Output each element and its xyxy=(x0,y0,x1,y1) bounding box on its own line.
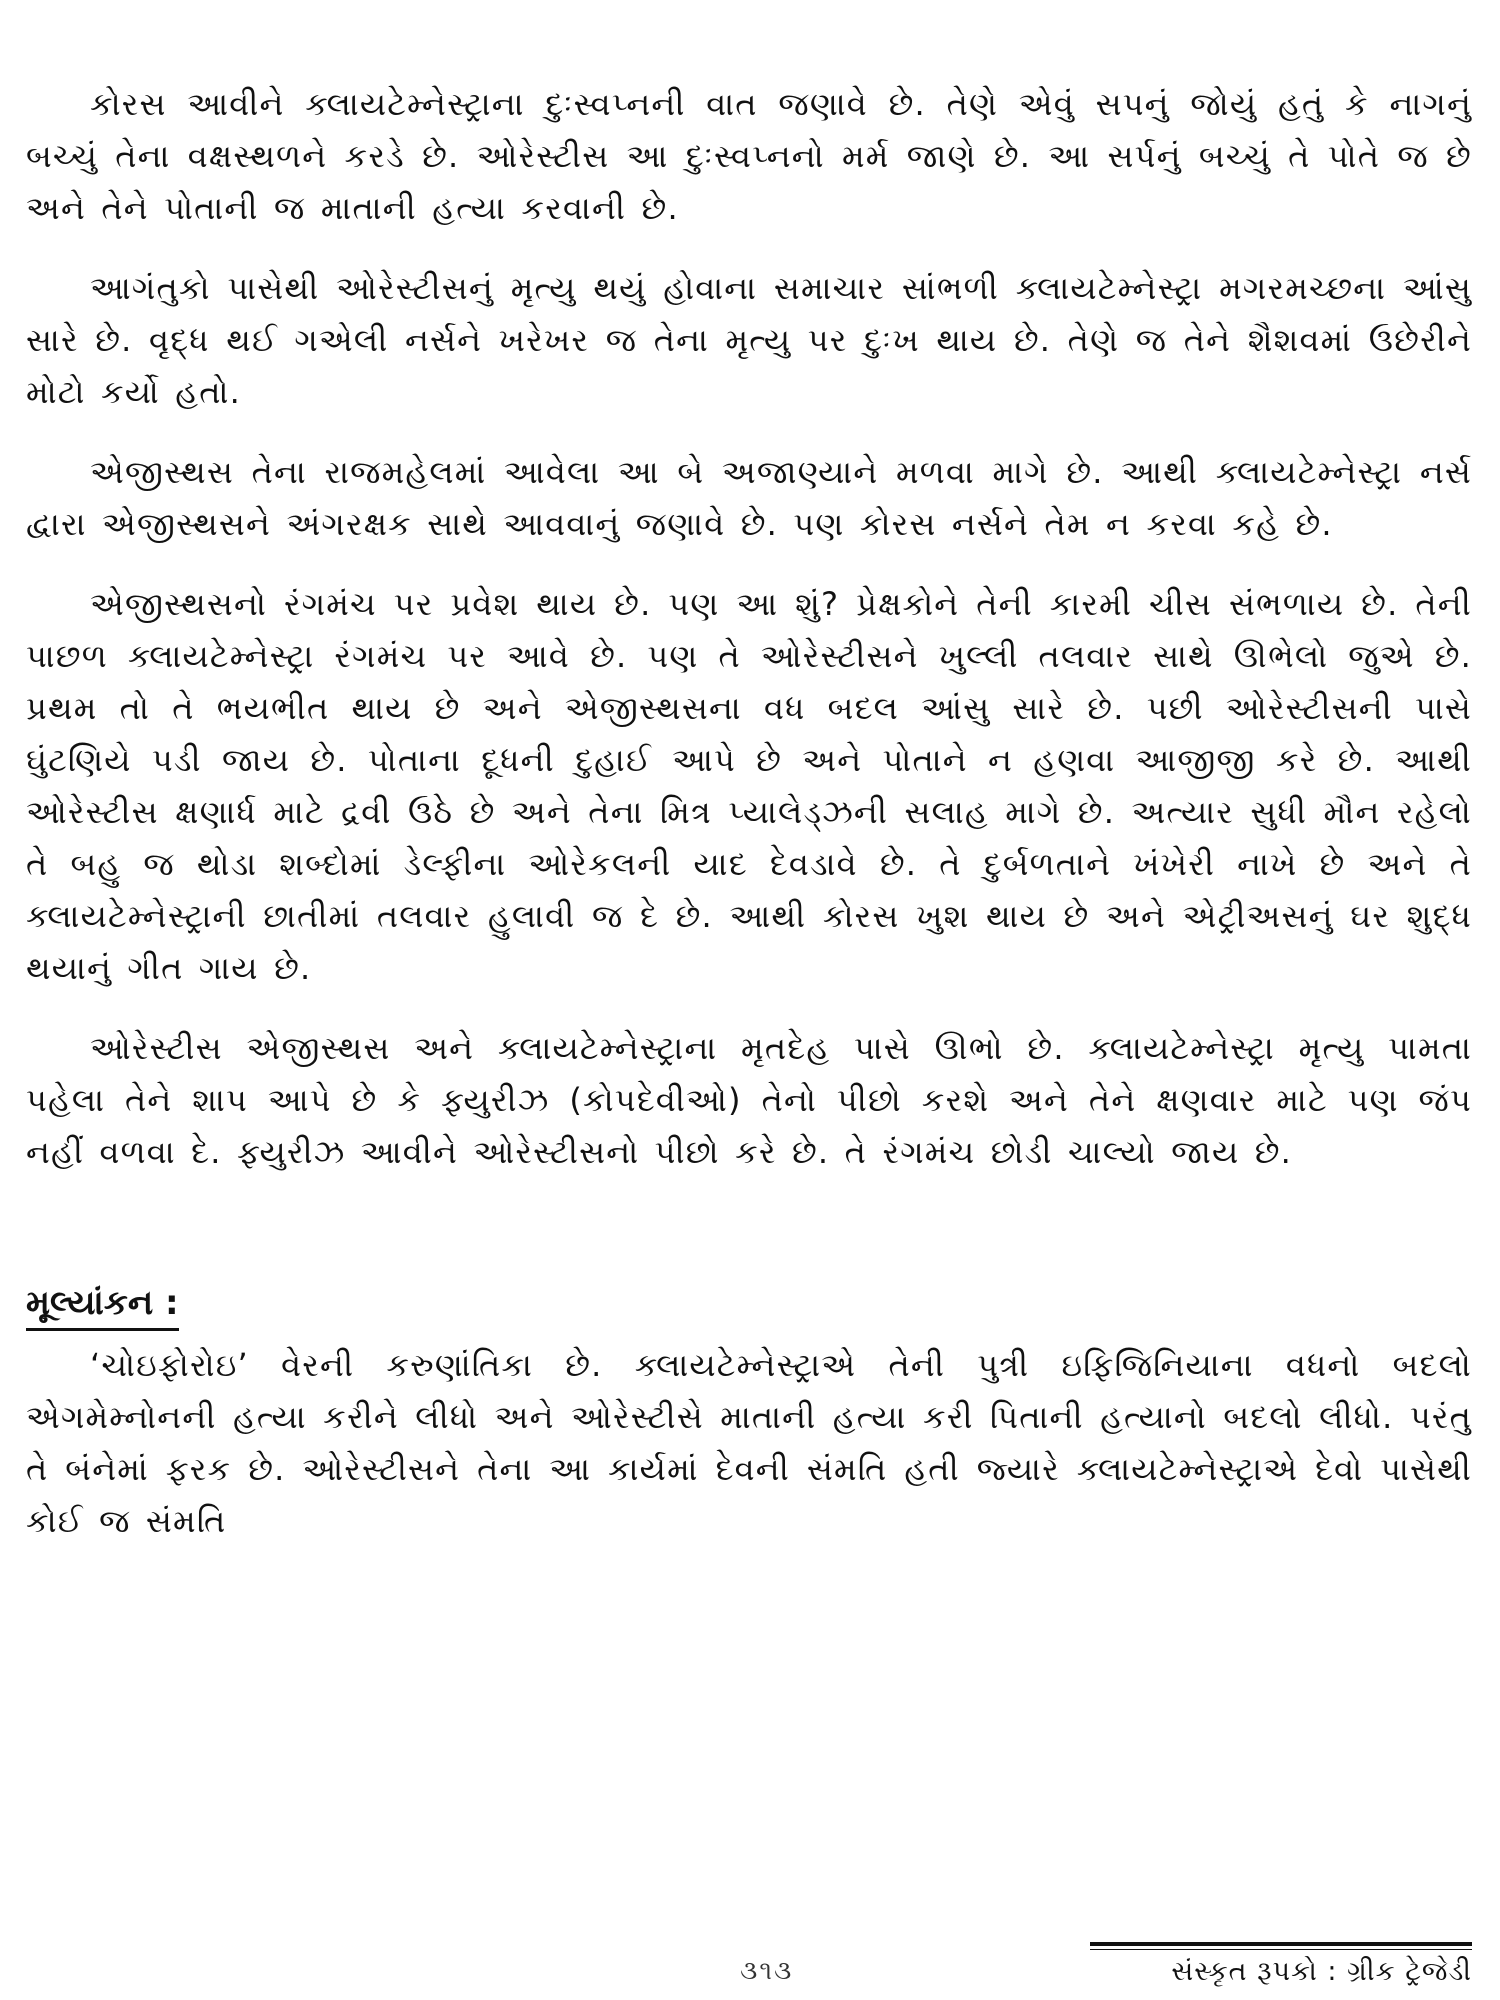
paragraph-4: એજીસ્થસનો રંગમંચ પર પ્રવેશ થાય છે. પણ આ શું? પ્રેક્ષકોને તેની કારમી ચીસ સંભળાય છે. તેની પાછળ ક્લાયટેમ્નેસ્ટ્રા રંગમંચ પર આવે છે. પણ તે ઓરેસ્ટીસને ખુલ્લી તલવાર સાથે ઊભેલો જુએ છે. પ્રથમ તો તે ભયભીત થાય છે અને એજીસ્થસના વધ બદલ આંસુ સારે છે. પછી ઓરેસ્ટીસની પાસે ઘુંટણિયે પડી જાય છે. પોતાના દૂધની દુહાઈ આપે છે અને પોતાને ન હણવા આજીજી કરે છે. આથી ઓરેસ્ટીસ ક્ષણાર્ધ માટે દ્રવી ઉઠે છે અને તેના મિત્ર પ્યાલેડ્ઝની સલાહ માગે છે. અત્યાર સુધી મૌન રહેલો તે બહુ જ થોડા શબ્દોમાં ડેલ્ફીના ઓરેકલની યાદ દેવડાવે છે. તે દુર્બળતાને ખંખેરી નાખે છે અને તે ક્લાયટેમ્નેસ્ટ્રાની છાતીમાં તલવાર હુલાવી જ દે છે. આથી કોરસ ખુશ થાય છે અને એટ્રીઅસનું ઘર શુદ્ધ થયાનું ગીત ગાય છે. xyxy=(26,585,1472,987)
section-heading: મૂલ્યાંકન : xyxy=(26,1278,179,1331)
page-number: ૩૧૩ xyxy=(740,1956,794,1986)
paragraph-3: એજીસ્થસ તેના રાજમહેલમાં આવેલા આ બે અજાણ્યાને મળવા માગે છે. આથી ક્લાયટેમ્નેસ્ટ્રા નર્સ દ્વારા એજીસ્થસને અંગરક્ષક સાથે આવવાનું જણાવે છે. પણ કોરસ નર્સને તેમ ન કરવા કહે છે. xyxy=(26,453,1472,543)
paragraph-5: ઓરેસ્ટીસ એજીસ્થસ અને ક્લાયટેમ્નેસ્ટ્રાના મૃતદેહ પાસે ઊભો છે. ક્લાયટેમ્નેસ્ટ્રા મૃત્યુ પામતા પહેલા તેને શાપ આપે છે કે ફ્યુરીઝ (કોપદેવીઓ) તેનો પીછો કરશે અને તેને ક્ષણવાર માટે પણ જંપ નહીં વળવા દે. ફ્યુરીઝ આવીને ઓરેસ્ટીસનો પીછો કરે છે. તે રંગમંચ છોડી ચાલ્યો જાય છે. xyxy=(26,1029,1472,1171)
paragraph-1: કોરસ આવીને ક્લાયટેમ્નેસ્ટ્રાના દુઃસ્વપ્નની વાત જણાવે છે. તેણે એવું સપનું જોયું હતું કે નાગનું બચ્ચું તેના વક્ષસ્થળને કરડે છે. ઓરેસ્ટીસ આ દુઃસ્વપ્નનો મર્મ જાણે છે. આ સર્પનું બચ્ચું તે પોતે જ છે અને તેને પોતાની જ માતાની હત્યા કરવાની છે. xyxy=(26,85,1472,227)
paragraph-2: આગંતુકો પાસેથી ઓરેસ્ટીસનું મૃત્યુ થયું હોવાના સમાચાર સાંભળી ક્લાયટેમ્નેસ્ટ્રા મગરમચ્છના આંસુ સારે છે. વૃદ્ધ થઈ ગએલી નર્સને ખરેખર જ તેના મૃત્યુ પર દુઃખ થાય છે. તેણે જ તેને શૈશવમાં ઉછેરીને મોટો કર્યો હતો. xyxy=(26,269,1472,411)
footer-rule-thin xyxy=(1090,1949,1472,1950)
body-text xyxy=(26,78,1472,1575)
running-footer-title: સંસ્કૃત રૂપકો : ગ્રીક ટ્રેજેડી xyxy=(1171,1956,1472,1987)
footer-rule xyxy=(1090,1942,1472,1946)
section-paragraph: ‘ચોઇફોરોઇ’ વેરની કરુણાંતિકા છે. ક્લાયટેમ્નેસ્ટ્રાએ તેની પુત્રી ઇફિજિનિયાના વધનો બદલો એગમેમ્નોનની હત્યા કરીને લીધો અને ઓરેસ્ટીસે માતાની હત્યા કરી પિતાની હત્યાનો બદલો લીધો. પરંતુ તે બંનેમાં ફરક છે. ઓરેસ્ટીસને તેના આ કાર્યમાં દેવની સંમતિ હતી જ્યારે ક્લાયટેમ્નેસ્ટ્રાએ દેવો પાસેથી કોઈ જ સંમતિ xyxy=(26,1346,1472,1540)
section-heading-wrap xyxy=(26,1206,1472,1339)
